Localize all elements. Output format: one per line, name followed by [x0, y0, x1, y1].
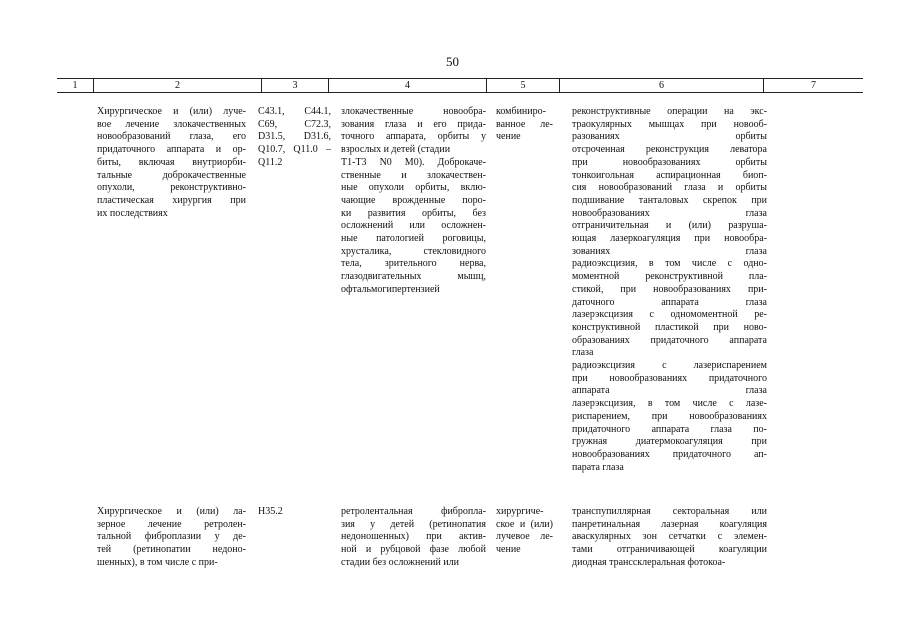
- row2-procedure: [97, 506, 246, 570]
- text-line: тами отграничивающей коагуляции: [572, 544, 767, 556]
- text-line: радиоэксцизия с лазериспарением: [572, 360, 767, 372]
- text-line: образованиях придаточного аппарата: [572, 334, 767, 346]
- text-line: моментной реконструктивной пла-: [572, 271, 767, 283]
- text-line: конструктивной пластикой при ново-: [572, 321, 767, 333]
- col-header-6: 6: [559, 79, 763, 92]
- text-line: тонкоигольная аспирационная биоп-: [572, 169, 767, 181]
- text-line: злокачественные новообра-: [341, 106, 486, 117]
- text-line: стикой, при новообразованиях при-: [572, 283, 767, 295]
- text-line: аппарата глаза: [572, 385, 767, 397]
- text-line: придаточного аппарата глаза по-: [572, 423, 767, 435]
- text-line: пластическая хирургия при: [97, 194, 246, 206]
- text-line: зерное лечение ретролен-: [97, 518, 246, 530]
- text-line: лазерэксцизия с одномоментной ре-: [572, 309, 767, 321]
- text-line: траокулярных мышцах при новооб-: [572, 118, 767, 130]
- text-line: недоношенных) при актив-: [341, 531, 486, 543]
- col-header-4: 4: [328, 79, 486, 92]
- text-line: ные опухоли орбиты, вклю-: [341, 182, 486, 194]
- text-line: диодная транссклеральная фотокоа-: [572, 556, 726, 568]
- text-line: ское и (или): [496, 518, 553, 530]
- text-line: ванное ле-: [496, 118, 553, 130]
- text-line: ющая лазеркоагуляция при новообра-: [572, 233, 767, 245]
- text-line: тальной фиброплазии у де-: [97, 531, 246, 543]
- text-line: T1-T3 N0 M0). Доброкаче-: [341, 156, 486, 168]
- text-line: отграничительная и (или) разруша-: [572, 220, 767, 232]
- text-line: чение: [496, 131, 521, 143]
- row2-diagnosis: [341, 506, 486, 570]
- text-line: реконструктивные операции на экс-: [572, 106, 767, 117]
- text-line: новообразованиях глаза: [572, 207, 767, 219]
- row2-icd-codes: [258, 506, 331, 519]
- text-line: при новообразованиях придаточного: [572, 372, 767, 384]
- text-line: комбиниро-: [496, 106, 546, 117]
- text-line: биты, включая внутриорби-: [97, 156, 246, 168]
- text-line: панретинальная лазерная коагуляция: [572, 518, 767, 530]
- text-line: лучевое ле-: [496, 531, 553, 543]
- text-line: зования глаза и его прида-: [341, 118, 486, 130]
- text-line: разованиях орбиты: [572, 131, 767, 143]
- text-line: ные патологией роговицы,: [341, 233, 486, 245]
- text-line: опухоли, реконструктивно-: [97, 182, 246, 194]
- row2-treatment-type: [496, 506, 553, 557]
- text-line: чающие врожденные поро-: [341, 194, 486, 206]
- text-line: стадии без осложнений или: [341, 556, 460, 568]
- text-line: Хирургическое и (или) ла-: [97, 506, 246, 517]
- text-line: транспупиллярная секторальная или: [572, 506, 767, 517]
- text-line: ки развития орбиты, без: [341, 207, 486, 219]
- col-header-1: 1: [72, 80, 78, 91]
- col-header-2: 2: [93, 79, 261, 92]
- text-line: подшивание танталовых скрепок при: [572, 194, 767, 206]
- text-line: зия у детей (ретинопатия: [341, 518, 486, 530]
- text-line: чение: [496, 544, 521, 556]
- text-line: тей (ретинопатии недоно-: [97, 544, 246, 556]
- text-line: вое лечение злокачественных: [97, 118, 246, 130]
- text-line: гружная диатермокоагуляция при: [572, 436, 767, 448]
- text-line: осложнений или осложнен-: [341, 220, 486, 232]
- text-line: даточного аппарата глаза: [572, 296, 767, 308]
- text-line: радиоэксцизия, в том числе с одно-: [572, 258, 767, 270]
- text-line: D31.5, D31.6,: [258, 131, 331, 143]
- text-line: парата глаза: [572, 461, 624, 473]
- text-line: C43.1, C44.1,: [258, 106, 331, 117]
- text-line: H35.2: [258, 506, 283, 517]
- text-line: Q10.7, Q11.0 –: [258, 144, 331, 156]
- col-header-5: 5: [486, 79, 559, 92]
- text-line: ной и рубцовой фазе любой: [341, 544, 486, 556]
- text-line: C69, C72.3,: [258, 118, 331, 130]
- text-line: аваскулярных зон сетчатки с элемен-: [572, 531, 767, 543]
- text-line: отсроченная реконструкция леватора: [572, 144, 767, 156]
- text-line: точного аппарата, орбиты у: [341, 131, 486, 143]
- row1-methods: [572, 106, 767, 474]
- text-line: Q11.2: [258, 156, 283, 168]
- text-line: глаза: [572, 347, 594, 359]
- row1-diagnosis: [341, 106, 486, 297]
- text-line: офтальмогипертензией: [341, 283, 440, 295]
- text-line: новообразований глаза, его: [97, 131, 246, 143]
- row2-methods: [572, 506, 767, 570]
- text-line: хрусталика, стекловидного: [341, 245, 486, 257]
- table-header: [57, 78, 863, 93]
- text-line: зованиях глаза: [572, 245, 767, 257]
- text-line: ственные и злокачествен-: [341, 169, 486, 181]
- text-line: при новообразованиях орбиты: [572, 156, 767, 168]
- text-line: шенных), в том числе с при-: [97, 556, 218, 568]
- text-line: взрослых и детей (стадии: [341, 144, 451, 156]
- text-line: придаточного аппарата и ор-: [97, 144, 246, 156]
- text-line: лазерэксцизия, в том числе с лазе-: [572, 398, 767, 410]
- text-line: хирургиче-: [496, 506, 544, 517]
- text-line: глазодвигательных мышц,: [341, 271, 486, 283]
- text-line: тальные доброкачественные: [97, 169, 246, 181]
- col-header-7: 7: [763, 79, 863, 92]
- text-line: ретролентальная фиброплa-: [341, 506, 486, 517]
- page-number: 50: [446, 54, 459, 69]
- text-line: сия новообразований глаза и орбиты: [572, 182, 767, 194]
- row1-icd-codes: [258, 106, 331, 170]
- text-line: новообразованиях придаточного ап-: [572, 448, 767, 460]
- text-line: риспарением, при новообразованиях: [572, 410, 767, 422]
- text-line: Хирургическое и (или) луче-: [97, 106, 246, 117]
- row1-treatment-type: [496, 106, 553, 144]
- text-line: тела, зрительного нерва,: [341, 258, 486, 270]
- text-line: их последствиях: [97, 207, 168, 219]
- col-header-3: 3: [261, 79, 328, 92]
- row1-procedure: [97, 106, 246, 220]
